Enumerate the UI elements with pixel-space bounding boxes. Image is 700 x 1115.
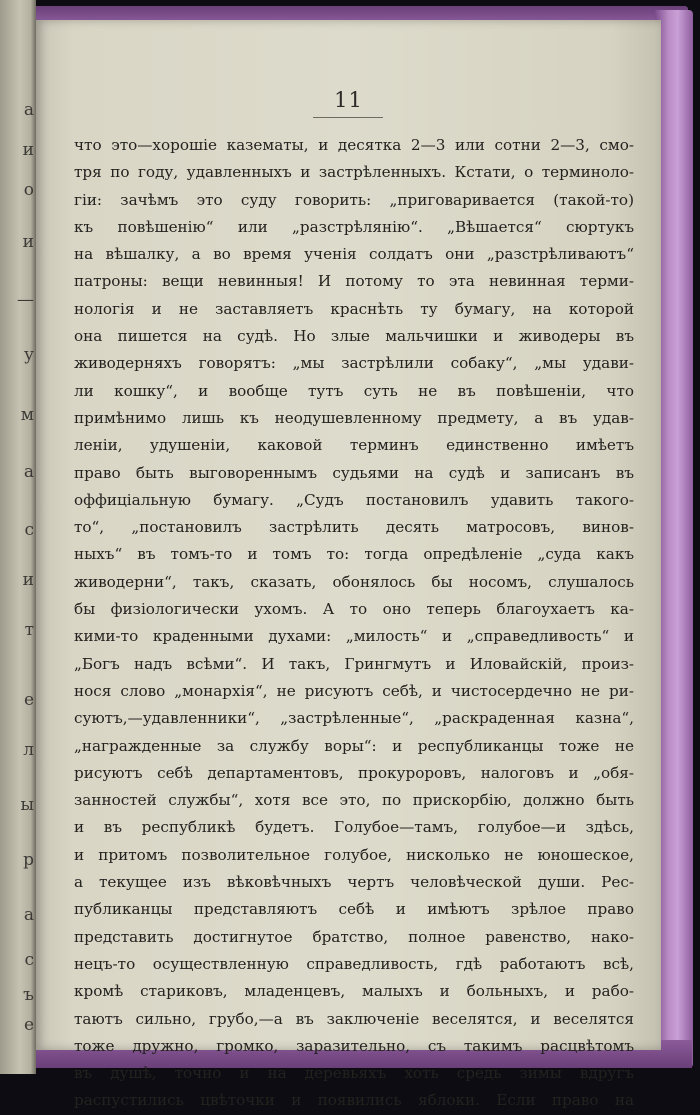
text-line: ныхъ“ въ томъ-то и томъ то: тогда опредѣленіе „суда какъ (74, 545, 634, 564)
text-line: гіи: зачѣмъ это суду говорить: „приговаривается (такой-то) (74, 190, 634, 209)
text-line: и въ республикѣ будетъ. Голубое—тамъ, голубое—и здѣсь, (74, 818, 634, 837)
text-line: бы физіологически ухомъ. А то оно теперь благоухаетъ ка- (74, 600, 634, 619)
text-line: занностей службы“, хотя все это, по прискорбію, должно быть (74, 791, 634, 810)
text-line: она пишется на судѣ. Но злые мальчишки и живодеры въ (74, 327, 634, 346)
page-number-rule (313, 117, 383, 118)
prev-page-fragment: — (17, 290, 34, 310)
text-line: тоже дружно, громко, заразительно, съ такимъ расцвѣтомъ (74, 1036, 634, 1055)
text-line: примѣнимо лишь къ неодушевленному предмету, а въ удав- (74, 408, 634, 427)
text-line: ленiи, удушенiи, каковой терминъ единственно имѣетъ (74, 436, 634, 455)
text-line: кими-то краденными духами: „милость“ и „справедливость“ и (74, 627, 634, 646)
page-number: 11 (334, 88, 363, 112)
text-line: тря по году, удавленныхъ и застрѣленныхъ. Кстати, о терминоло- (74, 163, 634, 182)
text-line: ли кошку“, и вообще тутъ суть не въ повѣшеніи, что (74, 381, 634, 400)
prev-page-fragment: м (20, 405, 34, 425)
page-body-text (74, 132, 634, 1115)
text-line: и притомъ позволительное голубое, нисколько не юношеское, (74, 845, 634, 864)
text-line: живодерни“, такъ, сказать, обонялось бы носомъ, слушалось (74, 572, 634, 591)
text-line: нецъ-то осуществленную справедливость, гдѣ работаютъ всѣ, (74, 954, 634, 973)
text-line: суютъ,—удавленники“, „застрѣленные“, „раскраденная казна“, (74, 709, 634, 728)
text-line: нологія и не заставляетъ краснѣть ту бумагу, на которой (74, 299, 634, 318)
prev-page-fragment: и (22, 232, 34, 252)
text-line: рисуютъ себѣ департаментовъ, прокуроровъ, налоговъ и „обя- (74, 763, 634, 782)
prev-page-fragment: е (23, 1015, 34, 1035)
text-line: что это—хорошіе казематы, и десятка 2—3 или сотни 2—3, смо- (74, 136, 634, 154)
text-line: кромѣ стариковъ, младенцевъ, малыхъ и больныхъ, и рабо- (74, 982, 634, 1001)
prev-page-fragment: а (23, 100, 34, 120)
prev-page-fragment: а (23, 462, 34, 482)
text-line: „награжденные за службу воры“: и республиканцы тоже не (74, 736, 634, 755)
text-line: публиканцы представляютъ себѣ и имѣютъ зрѣлое право (74, 900, 634, 919)
text-line: нося слово „монархія“, не рисуютъ себѣ, и чистосердечно не ри- (74, 681, 634, 700)
prev-page-fragment: т (24, 620, 34, 640)
text-line: живодерняхъ говорятъ: „мы застрѣлили собаку“, „мы удави- (74, 354, 634, 373)
prev-page-fragment: а (23, 905, 34, 925)
prev-page-fragment: ъ (23, 985, 34, 1005)
text-line: патроны: вещи невинныя! И потому то эта невинная терми- (74, 272, 634, 291)
prev-page-fragment: л (23, 740, 34, 760)
text-line: право быть выговореннымъ судьями на судѣ и записанъ въ (74, 463, 634, 482)
prev-page-fragment: ы (20, 795, 34, 815)
prev-page-fragment: и (22, 140, 34, 160)
text-line: „Богъ надъ всѣми“. И такъ, Грингмутъ и Иловайскій, произ- (74, 654, 634, 673)
text-line: въ душѣ, точно и на деревьяхъ хоть средь зимы вдругъ (74, 1064, 634, 1083)
prev-page-fragment: с (24, 950, 34, 970)
prev-page-fragment: о (23, 180, 34, 200)
prev-page-fragment: р (23, 850, 34, 870)
prev-page-fragment: у (23, 345, 34, 365)
text-line: къ повѣшенію“ или „разстрѣлянію“. „Вѣшается“ сюртукъ (74, 217, 634, 236)
prev-page-fragment: с (24, 520, 34, 540)
text-line: представить достигнутое братство, полное равенство, нако- (74, 927, 634, 946)
text-line: оффиціальную бумагу. „Судъ постановилъ удавить такого- (74, 490, 634, 509)
text-line: а текущее изъ вѣковѣчныхъ чертъ человѣческой души. Рес- (74, 873, 634, 892)
prev-page-fragment: е (23, 690, 34, 710)
text-line: распустились цвѣточки и появились яблоки. Если право на (74, 1091, 634, 1110)
text-line: то“, „постановилъ застрѣлить десять матросовъ, винов- (74, 518, 634, 537)
text-line: на вѣшалку, а во время ученія солдатъ они „разстрѣливаютъ“ (74, 245, 634, 264)
previous-page-edge (0, 0, 36, 1074)
text-line: таютъ сильно, грубо,—а въ заключеніе веселятся, и веселятся (74, 1009, 634, 1028)
prev-page-fragment: и (22, 570, 34, 590)
book-page (36, 20, 661, 1110)
